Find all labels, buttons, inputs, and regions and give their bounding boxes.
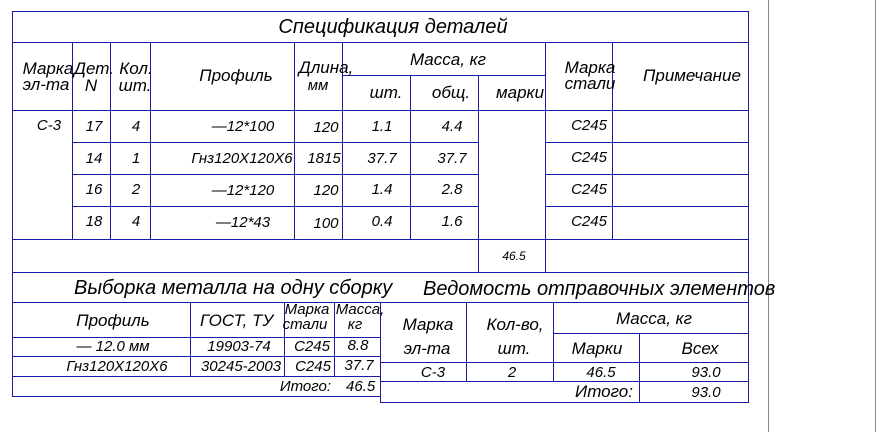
- spec-element-mark: С-3: [36, 117, 62, 134]
- spec-header-mass-total: общ.: [431, 83, 471, 102]
- spec-header-note: Примечание: [643, 66, 741, 85]
- selection-cell-steel: С245: [295, 358, 331, 375]
- spec-header-length: мм: [307, 77, 329, 94]
- spec-header-length: Длина,: [298, 58, 354, 77]
- spec-header-profile: Профиль: [199, 66, 273, 85]
- spec-cell-steel: С245: [571, 181, 607, 198]
- spec-cell-steel: С245: [571, 149, 607, 166]
- spec-cell-length: 100: [313, 215, 339, 232]
- spec-cell-length: 120: [313, 119, 339, 136]
- selection-header-gost: ГОСТ, ТУ: [200, 311, 274, 330]
- spec-header-detail: Дет.: [74, 59, 114, 78]
- shipping-header-mass-all: Всех: [681, 339, 719, 358]
- spec-header-mass-mark: марки: [495, 83, 545, 102]
- selection-cell-profile: Гнз120Х120Х6: [66, 358, 168, 375]
- selection-cell-profile: — 12.0 мм: [76, 338, 150, 355]
- spec-cell-mass-total: 2.8: [441, 181, 463, 198]
- spec-header-mass: Масса, кг: [409, 50, 487, 69]
- shipping-cell-mark: С-3: [420, 364, 446, 381]
- spec-header-steel: стали: [564, 74, 616, 93]
- shipping-header-mark: Марка: [402, 315, 454, 334]
- shipping-header-quantity: Кол-во,: [486, 315, 544, 334]
- shipping-header-mass-marks: Марки: [571, 339, 623, 358]
- spec-header-quantity: Кол.: [119, 59, 153, 78]
- spec-header-quantity: шт.: [118, 76, 152, 95]
- shipping-cell-mass-marks: 46.5: [586, 364, 616, 381]
- selection-cell-gost: 19903-74: [207, 338, 271, 355]
- selection-total-value: 46.5: [346, 378, 376, 395]
- spec-cell-mass-unit: 1.4: [371, 181, 393, 198]
- spec-cell-mass-unit: 37.7: [367, 150, 397, 167]
- spec-header-detail: N: [84, 76, 98, 95]
- spec-mark-mass: 46.5: [502, 249, 526, 263]
- selection-cell-gost: 30245-2003: [200, 358, 282, 375]
- shipping-title: Ведомость отправочных элементов: [423, 278, 776, 300]
- selection-cell-mass: 37.7: [344, 357, 374, 374]
- spec-cell-profile: —12*43: [215, 214, 271, 231]
- spec-cell-quantity: 4: [131, 118, 141, 135]
- spec-title: Спецификация деталей: [278, 16, 508, 38]
- spec-cell-length: 1815: [307, 150, 341, 167]
- spec-cell-detail: 17: [85, 118, 103, 135]
- spec-cell-mass-total: 4.4: [441, 118, 463, 135]
- spec-cell-detail: 14: [85, 150, 103, 167]
- spec-header-mark: Марка: [22, 59, 74, 78]
- spec-header-mark: эл-та: [22, 75, 70, 94]
- selection-total-label: Итого:: [279, 378, 331, 395]
- shipping-total-label: Итого:: [575, 382, 633, 401]
- spec-cell-profile: —12*120: [211, 182, 275, 199]
- shipping-header-mark: эл-та: [403, 339, 451, 358]
- selection-header-steel: Марка: [284, 301, 330, 318]
- shipping-cell-mass-all: 93.0: [691, 364, 721, 381]
- selection-header-steel: стали: [282, 316, 328, 333]
- spec-cell-steel: С245: [571, 117, 607, 134]
- selection-header-profile: Профиль: [76, 311, 150, 330]
- spec-cell-mass-total: 1.6: [441, 213, 463, 230]
- spec-cell-detail: 18: [85, 213, 103, 230]
- spec-cell-length: 120: [313, 182, 339, 199]
- spec-header-mass-unit: шт.: [369, 83, 403, 102]
- shipping-total-value: 93.0: [691, 384, 721, 401]
- selection-cell-mass: 8.8: [347, 337, 369, 354]
- shipping-header-quantity: шт.: [497, 339, 531, 358]
- shipping-header-mass: Масса, кг: [615, 309, 693, 328]
- spec-cell-mass-unit: 1.1: [371, 118, 393, 135]
- selection-title: Выборка металла на одну сборку: [74, 277, 393, 299]
- spec-header-steel: Марка: [564, 58, 616, 77]
- shipping-cell-quantity: 2: [507, 364, 517, 381]
- spec-cell-quantity: 1: [131, 150, 141, 167]
- selection-cell-steel: С245: [294, 338, 330, 355]
- spec-cell-mass-unit: 0.4: [371, 213, 393, 230]
- spec-cell-quantity: 4: [131, 213, 141, 230]
- spec-cell-mass-total: 37.7: [437, 150, 467, 167]
- spec-cell-steel: С245: [571, 213, 607, 230]
- selection-header-mass: кг: [347, 316, 363, 333]
- spec-cell-detail: 16: [85, 181, 103, 198]
- spec-cell-profile: —12*100: [211, 118, 275, 135]
- spec-cell-profile: Гнз120Х120Х6: [191, 150, 293, 167]
- spec-cell-quantity: 2: [131, 181, 141, 198]
- selection-header-mass: Масса,: [335, 301, 385, 318]
